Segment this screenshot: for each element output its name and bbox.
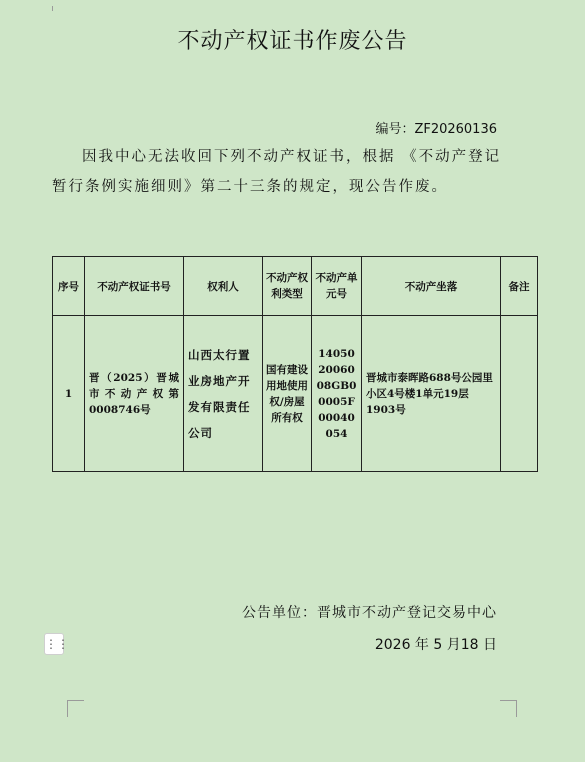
- header-right-type: 不动产权利类型: [263, 257, 312, 316]
- date-line: 2026 年 5 月18 日: [374, 637, 497, 653]
- cell-index: 1: [53, 316, 85, 472]
- cell-cert-no: 晋（2025）晋城市不动产权第0008746号: [85, 316, 184, 472]
- cell-remark: [501, 316, 538, 472]
- certificate-table: [52, 256, 538, 472]
- header-remark: 备注: [501, 257, 538, 316]
- page-title: 不动产权证书作废公告: [177, 29, 408, 54]
- header-index: 序号: [53, 257, 85, 316]
- drag-handle-icon[interactable]: ⋮⋮: [44, 633, 64, 655]
- cell-right-type: 国有建设用地使用权/房屋所有权: [263, 316, 312, 472]
- margin-mark-bottom-left: [67, 700, 84, 717]
- header-location: 不动产坐落: [362, 257, 501, 316]
- body-paragraph: 因我中心无法收回下列不动产权证书，根据 《不动产登记暂行条例实施细则》第二十三条的规定，现公告作废。: [52, 149, 502, 195]
- margin-mark-bottom-right: [500, 700, 517, 717]
- margin-mark-top-left: [52, 6, 53, 11]
- header-cert-no: 不动产权证书号: [85, 257, 184, 316]
- header-owner: 权利人: [184, 257, 263, 316]
- cell-unit-no: 140502006008GB00005F00040054: [312, 316, 362, 472]
- issuer-line: 公告单位：晋城市不动产登记交易中心: [242, 605, 497, 621]
- cell-owner: 山西太行置业房地产开发有限责任公司: [184, 316, 263, 472]
- header-unit-no: 不动产单元号: [312, 257, 362, 316]
- cell-location: 晋城市泰晖路688号公园里小区4号楼1单元19层1903号: [362, 316, 501, 472]
- table-row: [53, 316, 538, 472]
- table-header-row: [53, 257, 538, 316]
- document-number: 编号：ZF20260136: [375, 122, 497, 137]
